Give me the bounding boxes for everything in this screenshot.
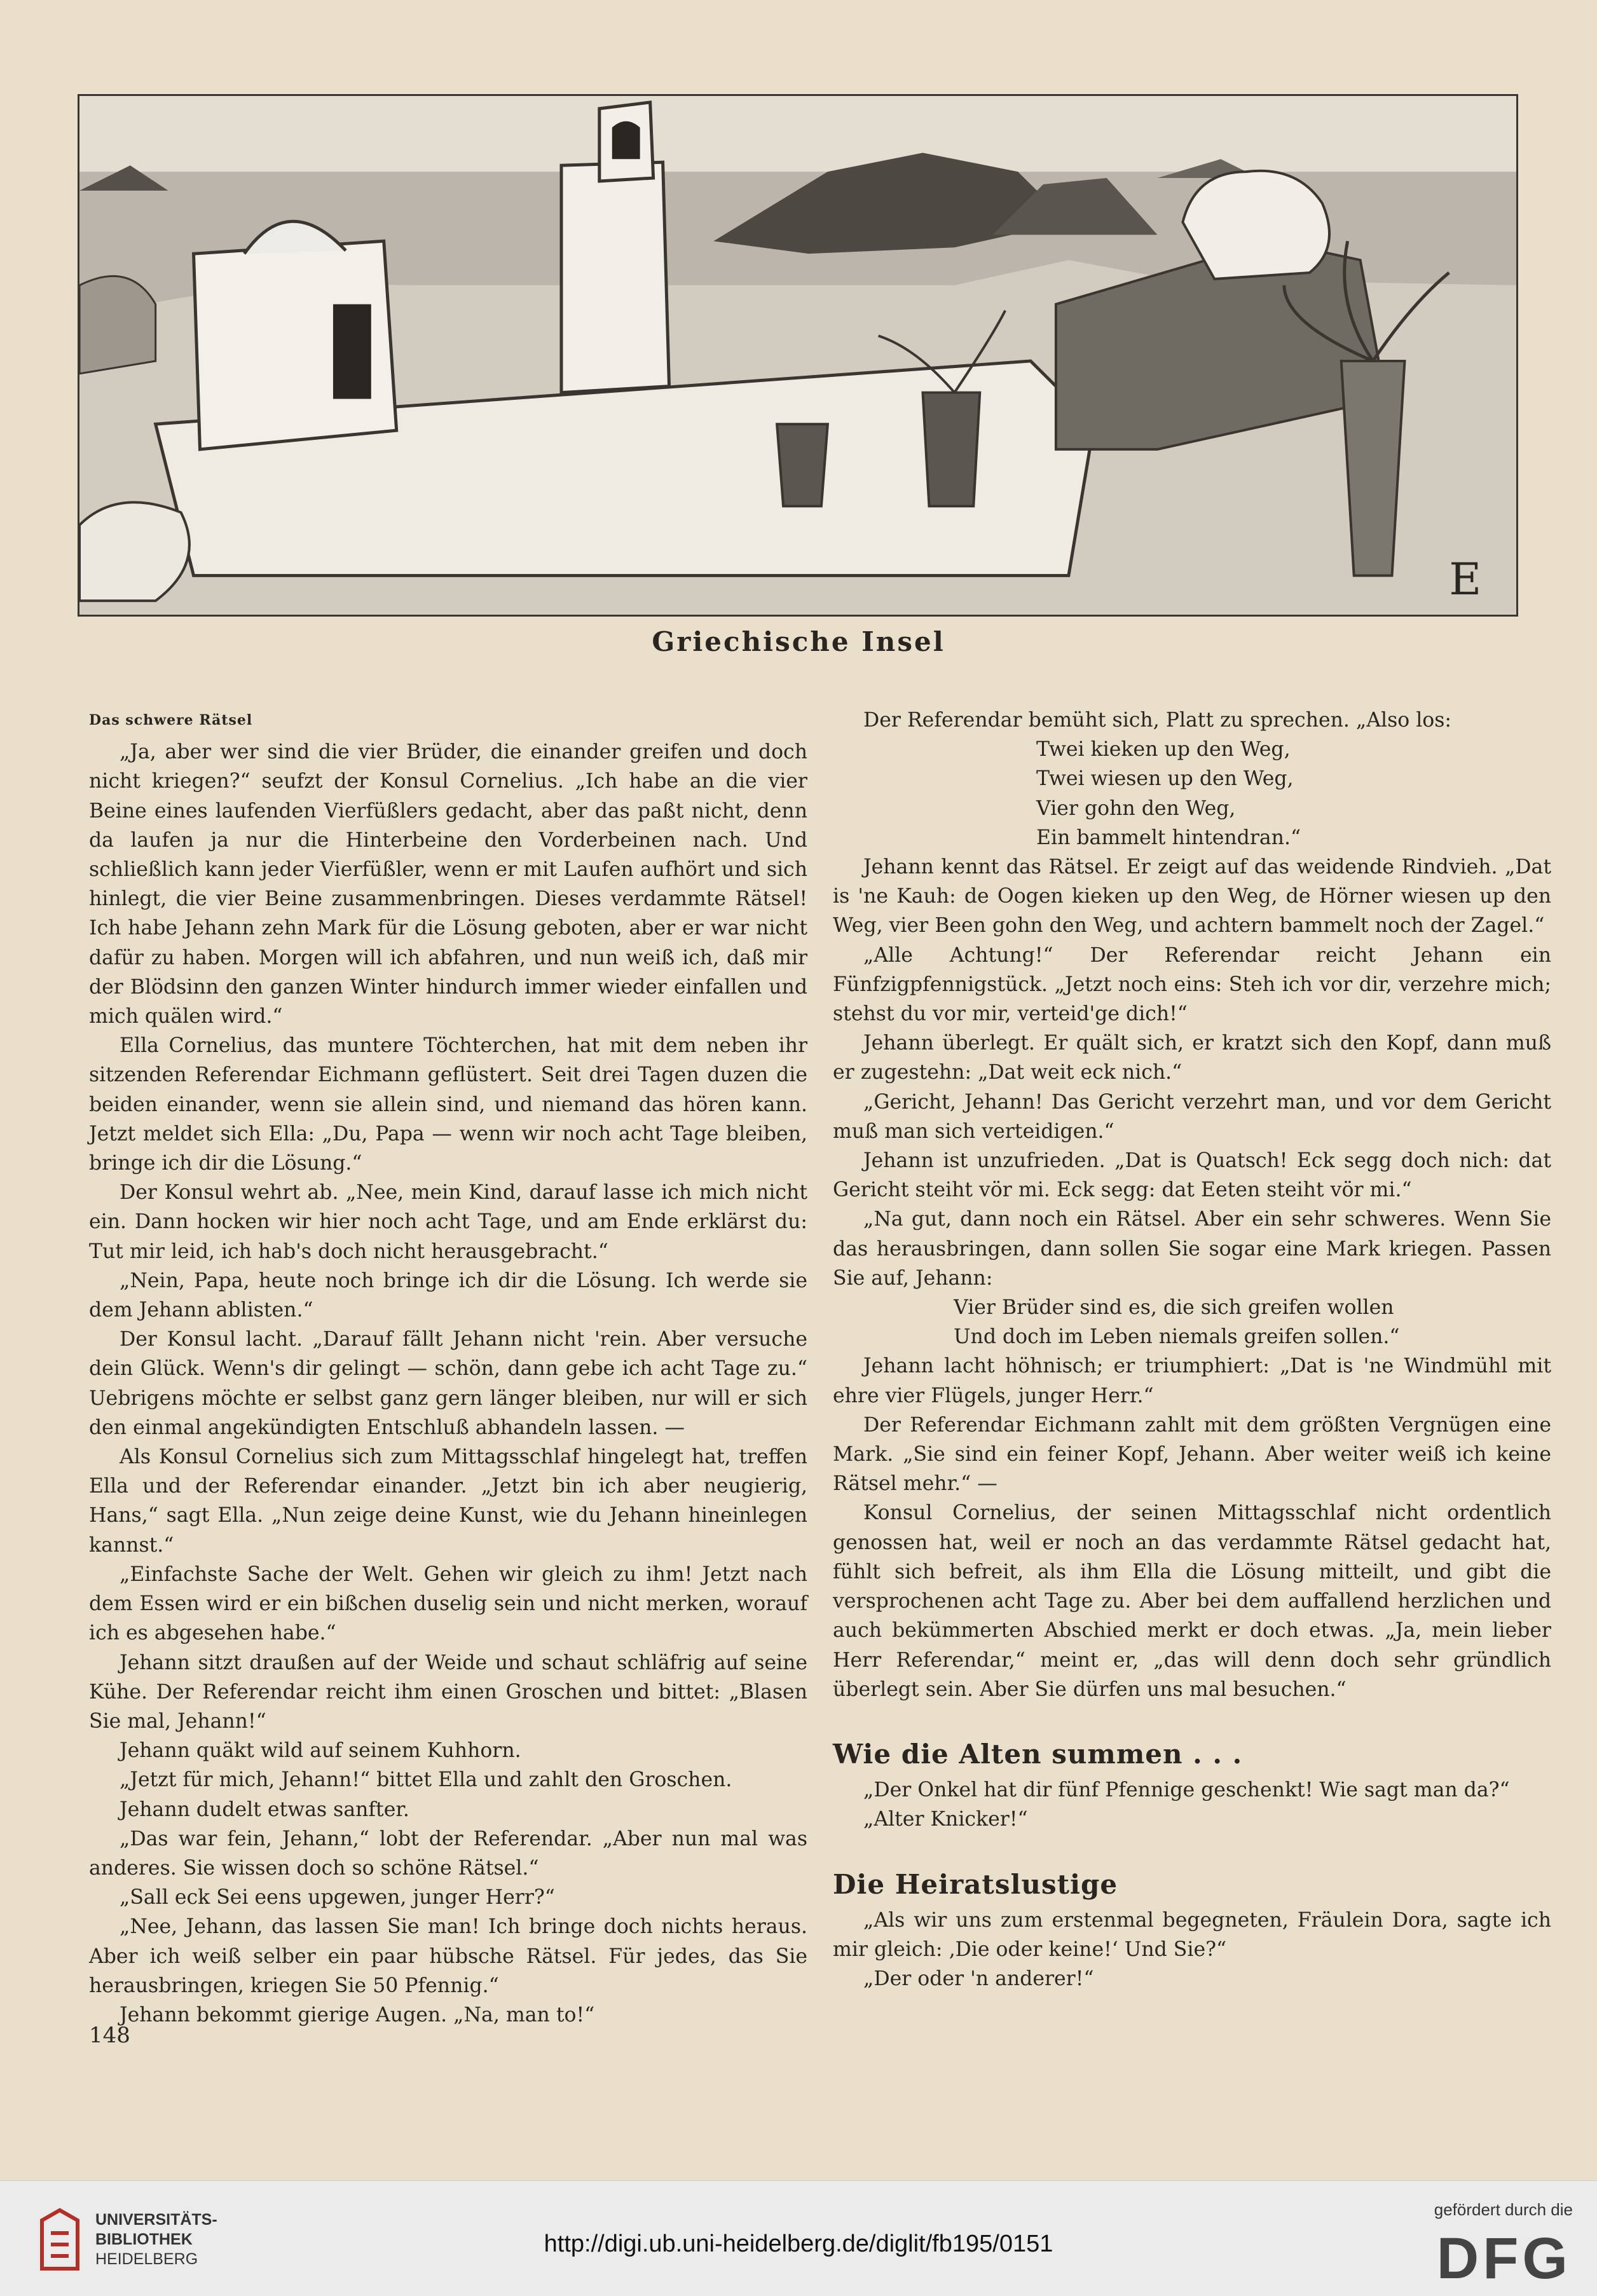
page-number: 148 <box>89 2023 130 2048</box>
funding-note: gefördert durch die <box>1434 2200 1573 2219</box>
joke-line: „Als wir uns zum erstenmal begegneten, Fräulein Dora, sagte ich mir gleich: ‚Die oder keine!‘ Und Sie?“ <box>833 1908 1551 1961</box>
island-drawing <box>79 96 1516 615</box>
dfg-logo: DFG <box>1436 2226 1572 2291</box>
paragraph: Der Referendar bemüht sich, Platt zu sprechen. „Also los: <box>863 709 1452 732</box>
illustration-caption: Griechische Insel <box>652 626 945 657</box>
paragraph: „Nee, Jehann, das lassen Sie man! Ich bringe doch nichts heraus. Aber ich weiß selber ein paar hübsche Rätsel. Für jedes, das Sie herausbringen, kriegen Sie 50 Pfennig.“ <box>89 1915 807 1997</box>
paragraph: Jehann dudelt etwas sanfter. <box>120 1798 409 1821</box>
paragraph: „Na gut, dann noch ein Rätsel. Aber ein sehr schweres. Wenn Sie das herausbringen, dann sollen Sie sogar eine Mark kriegen. Passen Sie auf, Jehann: <box>833 1208 1551 1290</box>
paragraph: Jehann ist unzufrieden. „Dat is Quatsch! Eck segg doch nich: dat Gericht steiht vör mi. Eck segg: dat Eeten steiht vör mi.“ <box>833 1149 1551 1202</box>
paragraph: „Sall eck Sei eens upgewen, junger Herr?“ <box>120 1886 555 1910</box>
paragraph: „Gericht, Jehann! Das Gericht verzehrt man, und vor dem Gericht muß man sich verteidigen.“ <box>833 1090 1551 1143</box>
paragraph: Jehann kennt das Rätsel. Er zeigt auf das weidende Rindvieh. „Dat is 'ne Kauh: de Oogen kieken up den Weg, de Hörner wiesen up den Weg, vier Been gohn den Weg, und achtern bammelt noch der Zagel.“ <box>833 856 1551 938</box>
paragraph: „Alle Achtung!“ Der Referendar reicht Jehann ein Fünfzigpfennigstück. „Jetzt noch eins: Steh ich vor dir, verzehre mich; stehst du vor mir, verteid'ge dich!“ <box>833 943 1551 1026</box>
paragraph: Jehann überlegt. Er quält sich, er kratzt sich den Kopf, dann muß er zugestehn: „Dat weit eck nich.“ <box>833 1032 1551 1084</box>
library-line: HEIDELBERG <box>95 2250 198 2268</box>
paragraph: Jehann sitzt draußen auf der Weide und schaut schläfrig auf seine Kühe. Der Referendar reicht ihm einen Groschen und bittet: „Blasen Sie mal, Jehann!“ <box>89 1651 807 1733</box>
paragraph: „Einfachste Sache der Welt. Gehen wir gleich zu ihm! Jetzt nach dem Essen wird er ein bißchen duselig sein und nicht merken, worauf ich es abgesehen habe.“ <box>89 1562 807 1645</box>
joke-line: „Der oder 'n anderer!“ <box>863 1967 1094 1991</box>
paragraph: Jehann quäkt wild auf seinem Kuhhorn. <box>120 1739 521 1763</box>
article-label: Das schwere Rätsel <box>89 712 253 728</box>
svg-text:E: E <box>1449 554 1482 606</box>
paragraph: „Jetzt für mich, Jehann!“ bittet Ella und zahlt den Groschen. <box>120 1768 732 1792</box>
joke-title-alten: Wie die Alten summen . . . <box>833 1738 1243 1770</box>
paragraph: Jehann bekommt gierige Augen. „Na, man to!“ <box>120 2003 595 2026</box>
paragraph: Konsul Cornelius, der seinen Mittagsschlaf nicht ordentlich genossen hat, weil er noch an das verdammte Rätsel gedacht hat, fühlt sich befreit, als ihm Ella die Lösung mitteilt, und gibt die versprochenen acht Tage zu. Aber bei dem auffallend herzlichen und auch bekümmerten Abschied merkt er doch etwas. „Ja, mein lieber Herr Referendar,“ meint er, „das will denn doch sehr gründlich überlegt sein. Aber Sie dürfen uns mal besuchen.“ <box>833 1501 1551 1701</box>
paragraph: Jehann lacht höhnisch; er triumphiert: „Dat is 'ne Windmühl mit ehre vier Flügels, junger Herr.“ <box>833 1355 1551 1407</box>
verse-line: Ein bammelt hintendran.“ <box>1036 826 1301 849</box>
paragraph: Der Referendar Eichmann zahlt mit dem größten Vergnügen eine Mark. „Sie sind ein feiner Kopf, Jehann. Aber weiter weiß ich keine Rätsel mehr.“ — <box>833 1413 1551 1496</box>
digitization-footer <box>0 2180 1597 2296</box>
verse-line: Und doch im Leben niemals greifen sollen.“ <box>954 1325 1400 1349</box>
joke-line: „Alter Knicker!“ <box>863 1808 1028 1831</box>
verse-line: Twei wiesen up den Weg, <box>1036 767 1294 791</box>
paragraph: „Nein, Papa, heute noch bringe ich dir die Lösung. Ich werde sie dem Jehann ablisten.“ <box>89 1269 807 1322</box>
library-line: BIBLIOTHEK <box>95 2231 193 2248</box>
library-line: UNIVERSITÄTS- <box>95 2211 217 2229</box>
paragraph: „Das war fein, Jehann,“ lobt der Referendar. „Aber nun mal was anderes. Sie wissen doch so schöne Rätsel.“ <box>89 1827 807 1880</box>
verse-line: Twei kieken up den Weg, <box>1036 738 1291 762</box>
illustration-greek-island <box>78 94 1518 617</box>
verse-line: Vier Brüder sind es, die sich greifen wollen <box>954 1296 1394 1320</box>
paragraph: Der Konsul wehrt ab. „Nee, mein Kind, darauf lasse ich mich nicht ein. Dann hocken wir hier noch acht Tage, und am Ende erklärst du: Tut mir leid, ich hab's doch nicht herausgebracht.“ <box>89 1181 807 1263</box>
paragraph: „Ja, aber wer sind die vier Brüder, die einander greifen und doch nicht kriegen?“ seufzt der Konsul Cornelius. „Ich habe an die vier Beine eines laufenden Vierfüßlers gedacht, aber das paßt nicht, denn da laufen ja nur die Hinterbeine den Vorderbeinen nach. Und schließlich kann jeder Vierfüßler, wenn er mit Laufen aufhört und sich hinlegt, die vier Beine zusammenbringen. Dieses verdammte Rätsel! Ich habe Jehann zehn Mark für die Lösung geboten, aber er war nicht dafür zu haben. Morgen will ich abfahren, und nun weiß ich, daß mir der Blödsinn den ganzen Winter hindurch immer wieder einfallen und mich quälen wird.“ <box>89 741 807 1028</box>
permalink-url[interactable]: http://digi.ub.uni-heidelberg.de/diglit/fb195/0151 <box>544 2231 1053 2257</box>
paragraph: Ella Cornelius, das muntere Töchterchen, hat mit dem neben ihr sitzenden Referendar Eichmann geflüstert. Seit drei Tagen duzen die beiden einander, wenn sie allein sind, und niemand das hören kann. Jetzt meldet sich Ella: „Du, Papa — wenn wir noch acht Tage bleiben, bringe ich dir die Lösung.“ <box>89 1034 807 1175</box>
left-column <box>89 706 807 2030</box>
paragraph: Der Konsul lacht. „Darauf fällt Jehann nicht 'rein. Aber versuche dein Glück. Wenn's dir gelingt — schön, dann gebe ich acht Tage zu.“ Uebrigens möchte er selbst ganz gern länger bleiben, nur will er sich den einmal angekündigten Entschluß abhandeln lassen. — <box>89 1328 807 1439</box>
paragraph: Als Konsul Cornelius sich zum Mittagsschlaf hingelegt hat, treffen Ella und der Referendar einander. „Jetzt bin ich aber neugierig, Hans,“ sagt Ella. „Nun zeige deine Kunst, wie du Jehann hineinlegen kannst.“ <box>89 1445 807 1557</box>
joke-line: „Der Onkel hat dir fünf Pfennige geschenkt! Wie sagt man da?“ <box>863 1779 1510 1802</box>
right-column <box>833 706 1551 1993</box>
joke-title-heiratslustige: Die Heiratslustige <box>833 1868 1118 1900</box>
verse-line: Vier gohn den Weg, <box>1036 796 1236 820</box>
